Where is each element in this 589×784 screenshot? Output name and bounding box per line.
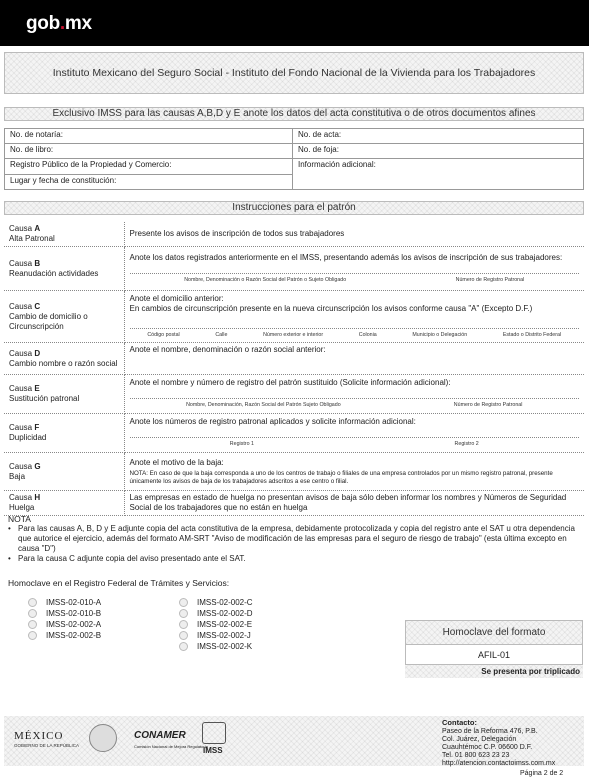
nota-block — [8, 514, 578, 564]
acta-section-heading: Exclusivo IMSS para las causas A,B,D y E anote los datos del acta constitutiva o de otros documentos afines — [4, 107, 584, 121]
acta-table — [4, 128, 584, 190]
homoclave-formato-box — [405, 620, 583, 665]
causa-text-h: Las empresas en estado de huelga no presentan avisos de baja sólo deben informar los nombres y Números de Seguridad Social de los trabajadores que no están en huelga — [124, 491, 584, 516]
homoclave-option[interactable]: IMSS-02-002-A — [28, 620, 101, 629]
homoclave-option[interactable]: IMSS-02-002-E — [179, 620, 252, 629]
libro-field[interactable]: No. de libro: — [5, 144, 293, 159]
informacion-adicional-field[interactable]: Información adicional: — [293, 159, 584, 190]
contacto-line: Col. Juárez, Delegación — [442, 736, 517, 743]
instructions-heading: Instrucciones para el patrón — [4, 201, 584, 215]
homoclave-registro-label: Homoclave en el Registro Federal de Trámites y Servicios: — [8, 578, 230, 588]
nota-item-1: • Para las causas A, B, D y E adjunte copia del acta constitutiva de la empresa, debidamente protocolizada y copia del registro ante el SAT u otra dependencia que autorice el ejercicio, además del formato AM-SRT "Aviso de modificación de las empresas para el seguro de riesgo de trabajo" (esta última excepto en causa "D") — [8, 524, 578, 554]
radio-circle-icon[interactable] — [28, 631, 37, 640]
causa-label-h: Causa H Huelga — [4, 491, 124, 516]
homoclave-option[interactable]: IMSS-02-002-C — [179, 598, 253, 607]
lugar-fecha-field[interactable]: Lugar y fecha de constitución: — [5, 174, 293, 190]
gob-mx-logo[interactable]: gob.mx — [26, 13, 92, 34]
contacto-line: Paseo de la Reforma 476, P.B. — [442, 728, 538, 735]
sublabel: Colonia — [358, 331, 377, 338]
causa-label-e: Causa E Sustitución patronal — [4, 375, 124, 414]
instructions-table — [4, 222, 584, 516]
radio-circle-icon[interactable] — [179, 620, 188, 629]
radio-circle-icon[interactable] — [179, 642, 188, 651]
sublabel: Nombre, Denominación o Razón Social del Patrón o Sujeto Obligado — [184, 276, 347, 283]
national-seal-icon — [89, 724, 117, 752]
sublabel: Estado o Distrito Federal — [502, 331, 562, 338]
causa-text-a: Presente los avisos de inscripción de todos sus trabajadores — [124, 222, 584, 247]
radio-circle-icon[interactable] — [28, 598, 37, 607]
top-bar — [0, 0, 589, 46]
causa-text-d: Anote el nombre, denominación o razón social anterior: — [124, 343, 584, 375]
causa-label-d: Causa D Cambio nombre o razón social — [4, 343, 124, 375]
causa-text-c: Anote el domicilio anterior: — [129, 293, 224, 303]
radio-circle-icon[interactable] — [28, 609, 37, 618]
imss-eagle-icon — [202, 722, 226, 744]
causa-text-g: Anote el motivo de la baja: — [129, 457, 224, 467]
radio-circle-icon[interactable] — [28, 620, 37, 629]
causa-label-a: Causa A Alta Patronal — [4, 222, 124, 247]
radio-circle-icon[interactable] — [179, 609, 188, 618]
causa-row-e — [4, 375, 584, 414]
causa-row-h — [4, 491, 584, 516]
sublabel: Nombre, Denominación, Razón Social del Patrón Sujeto Obligado — [186, 402, 341, 408]
causa-text-f: Anote los números de registro patronal aplicados y solicite información adicional: — [129, 417, 416, 426]
conamer-subtitle: Comisión Nacional de Mejora Regulatoria — [134, 744, 208, 749]
homoclave-formato-label: Homoclave del formato — [406, 621, 582, 645]
causa-f-subfields[interactable] — [130, 437, 580, 449]
contacto-link[interactable]: http://atencion.contactoimss.com.mx — [442, 760, 556, 767]
homoclave-option[interactable]: IMSS-02-002-B — [28, 631, 101, 640]
page-number: Página 2 de 2 — [520, 770, 564, 777]
causa-row-a — [4, 222, 584, 247]
sublabel: Número exterior e interior — [263, 331, 324, 338]
sublabel: Municipio o Delegación — [412, 331, 468, 338]
homoclave-option[interactable]: IMSS-02-002-D — [179, 609, 253, 618]
causa-label-b: Causa B Reanudación actividades — [4, 247, 124, 291]
gobierno-label: GOBIERNO DE LA REPÚBLICA — [14, 743, 80, 748]
sublabel: Código postal — [147, 331, 180, 338]
radio-circle-icon[interactable] — [179, 631, 188, 640]
causa-g-note: NOTA: En caso de que la baja corresponda a uno de los centros de trabajo o filiales de una empresa controlados por un mismo registro patronal, presente únicamente los avisos de baja de los trabajadores adscritos a ese centro o filial. — [129, 469, 553, 485]
causa-text-e: Anote el nombre y número de registro del patrón sustituido (Solicite información adicional): — [129, 378, 451, 387]
institution-title-band — [4, 52, 584, 94]
sublabel: Número de Registro Patronal — [455, 276, 525, 283]
radio-circle-icon[interactable] — [179, 598, 188, 607]
causa-row-d — [4, 343, 584, 375]
foja-field[interactable]: No. de foja: — [293, 144, 584, 159]
sublabel: Registro 2 — [454, 441, 479, 447]
mexico-logo: MÉXICO — [14, 730, 64, 742]
nota-item-2: • Para la causa C adjunte copia del aviso presentado ante el SAT. — [8, 554, 578, 564]
contacto-block — [442, 719, 555, 768]
conamer-logo: CONAMER — [134, 730, 186, 741]
registro-publico-field[interactable]: Registro Público de la Propiedad y Comercio: — [5, 159, 293, 175]
causa-text-b: Anote los datos registrados anteriormente en el IMSS, presentando además los avisos de inscripción de sus trabajadores: — [129, 252, 563, 262]
homoclave-option[interactable]: IMSS-02-002-J — [179, 631, 251, 640]
causa-b-subfields[interactable] — [130, 273, 580, 285]
contacto-title: Contacto: — [442, 718, 477, 727]
causa-c-subfields[interactable] — [130, 328, 580, 340]
contacto-line: Cuauhtémoc C.P. 06600 D.F. — [442, 744, 533, 751]
homoclave-option[interactable]: IMSS-02-010-B — [28, 609, 101, 618]
homoclave-option[interactable]: IMSS-02-002-K — [179, 642, 252, 651]
institution-title: Instituto Mexicano del Seguro Social - Instituto del Fondo Nacional de la Vivienda para los Trabajadores — [52, 67, 536, 79]
contacto-line: Tel. 01 800 623 23 23 — [442, 752, 510, 759]
causa-label-c: Causa C Cambio de domicilio o Circunscripción — [4, 291, 124, 343]
causa-row-c — [4, 291, 584, 343]
causa-text-c-2: En cambios de circunscripción presente en la nueva circunscripción los avisos conforme causa "A" (Excepto D.F.) — [129, 303, 533, 313]
sublabel: Registro 1 — [229, 441, 254, 447]
causa-row-f — [4, 414, 584, 453]
sublabel: Calle — [215, 331, 228, 338]
sublabel: Número de Registro Patronal — [453, 402, 523, 408]
homoclave-option[interactable]: IMSS-02-010-A — [28, 598, 101, 607]
footer — [4, 716, 584, 766]
causa-row-b — [4, 247, 584, 291]
causa-e-subfields[interactable] — [130, 398, 580, 410]
homoclave-formato-value: AFIL-01 — [477, 650, 510, 660]
causa-label-g: Causa G Baja — [4, 453, 124, 491]
imss-logo-text: IMSS — [203, 746, 223, 755]
acta-field[interactable]: No. de acta: — [293, 129, 584, 144]
causa-label-f: Causa F Duplicidad — [4, 414, 124, 453]
causa-row-g — [4, 453, 584, 491]
nota-title: NOTA — [8, 514, 31, 524]
notaria-field[interactable]: No. de notaría: — [5, 129, 293, 144]
triplicado-note: Se presenta por triplicado — [405, 665, 583, 678]
